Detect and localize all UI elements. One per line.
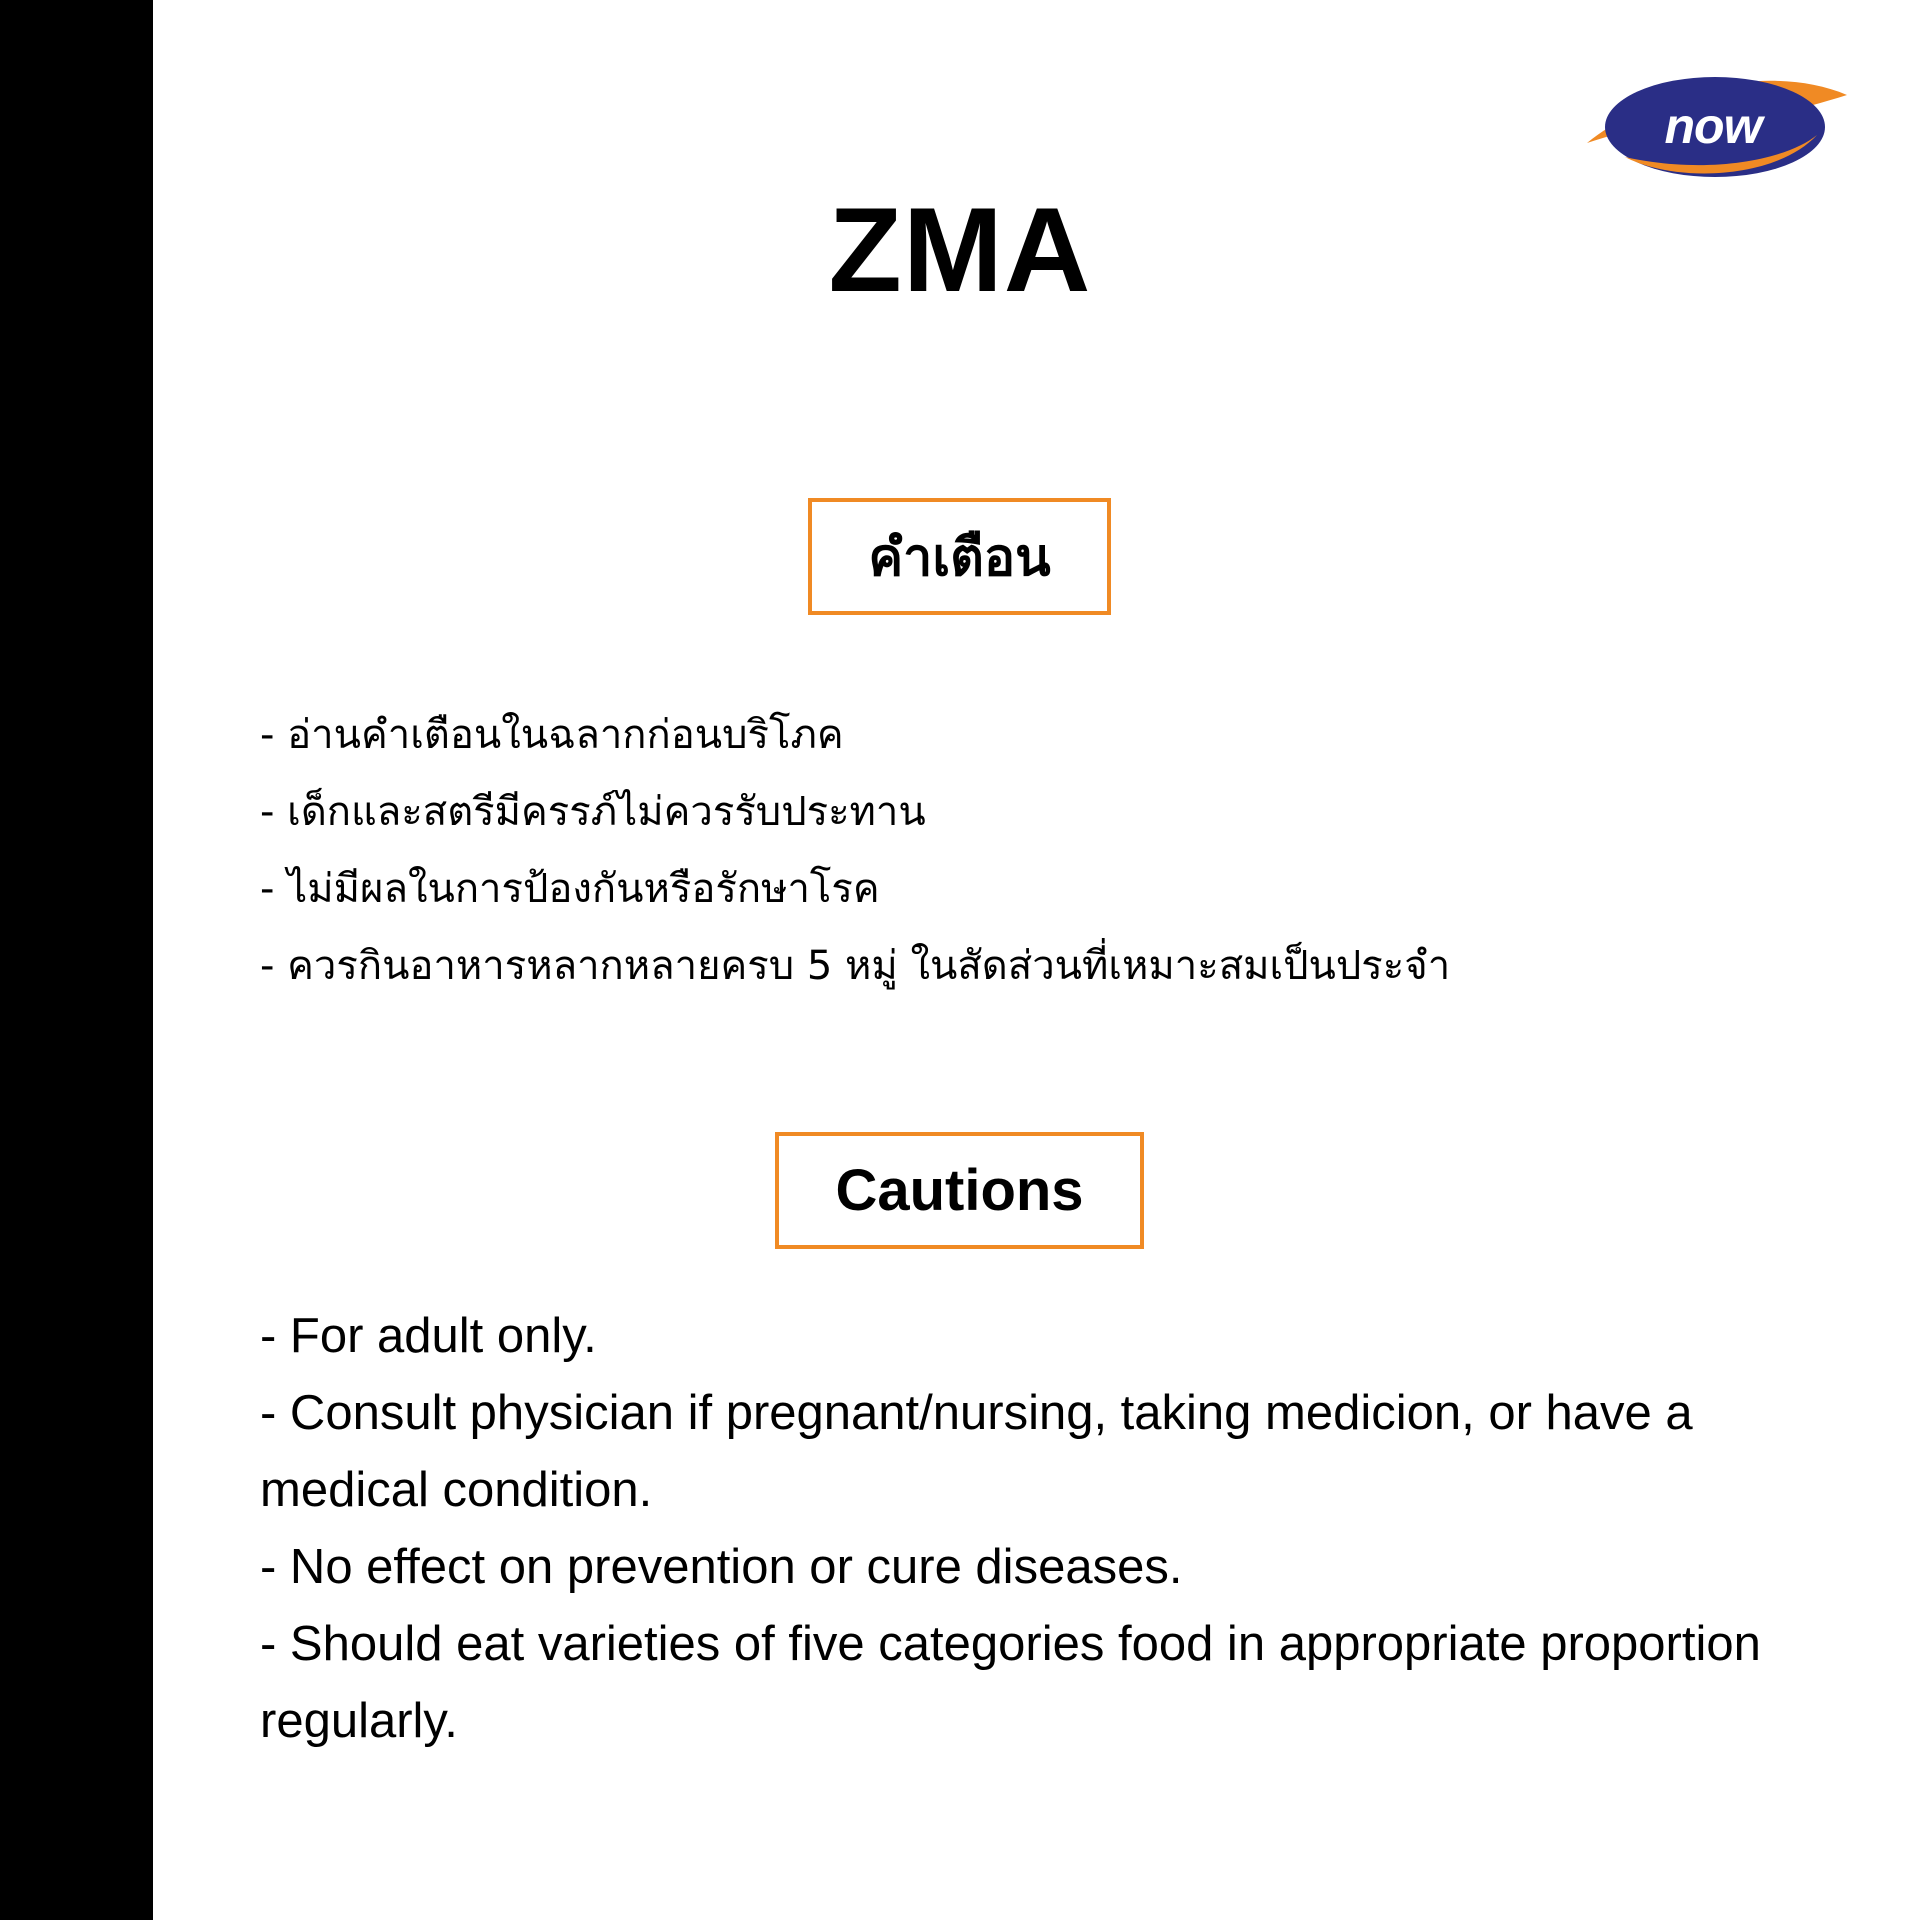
warning-heading: คำเตือน (868, 528, 1051, 588)
now-brand-logo (1585, 65, 1850, 190)
cautions-heading: Cautions (835, 1158, 1084, 1223)
warning-item: - ควรกินอาหารหลากหลายครบ 5 หมู่ ในสัดส่วนที่เหมาะสมเป็นประจำ (260, 943, 1451, 989)
warning-heading-box (808, 498, 1111, 615)
caution-item: - For adult only. (260, 1309, 597, 1363)
warning-item: - ไม่มีผลในการป้องกันหรือรักษาโรค (260, 866, 880, 912)
caution-item: - No effect on prevention or cure diseases. (260, 1540, 1183, 1594)
cautions-list (260, 1298, 1800, 1760)
warning-list (260, 697, 1800, 1005)
warning-item: - เด็กและสตรีมีครรภ์ไม่ควรรับประทาน (260, 789, 926, 835)
caution-item: - Should eat varieties of five categories food in appropriate proportion regularly. (260, 1617, 1761, 1748)
caution-item: - Consult physician if pregnant/nursing, taking medicion, or have a medical condition. (260, 1386, 1693, 1517)
svg-text:now: now (1664, 98, 1762, 154)
warning-item: - อ่านคำเตือนในฉลากก่อนบริโภค (260, 712, 844, 758)
left-side-bar (0, 0, 153, 1920)
cautions-heading-box (775, 1132, 1144, 1249)
page-title: ZMA (828, 183, 1092, 317)
